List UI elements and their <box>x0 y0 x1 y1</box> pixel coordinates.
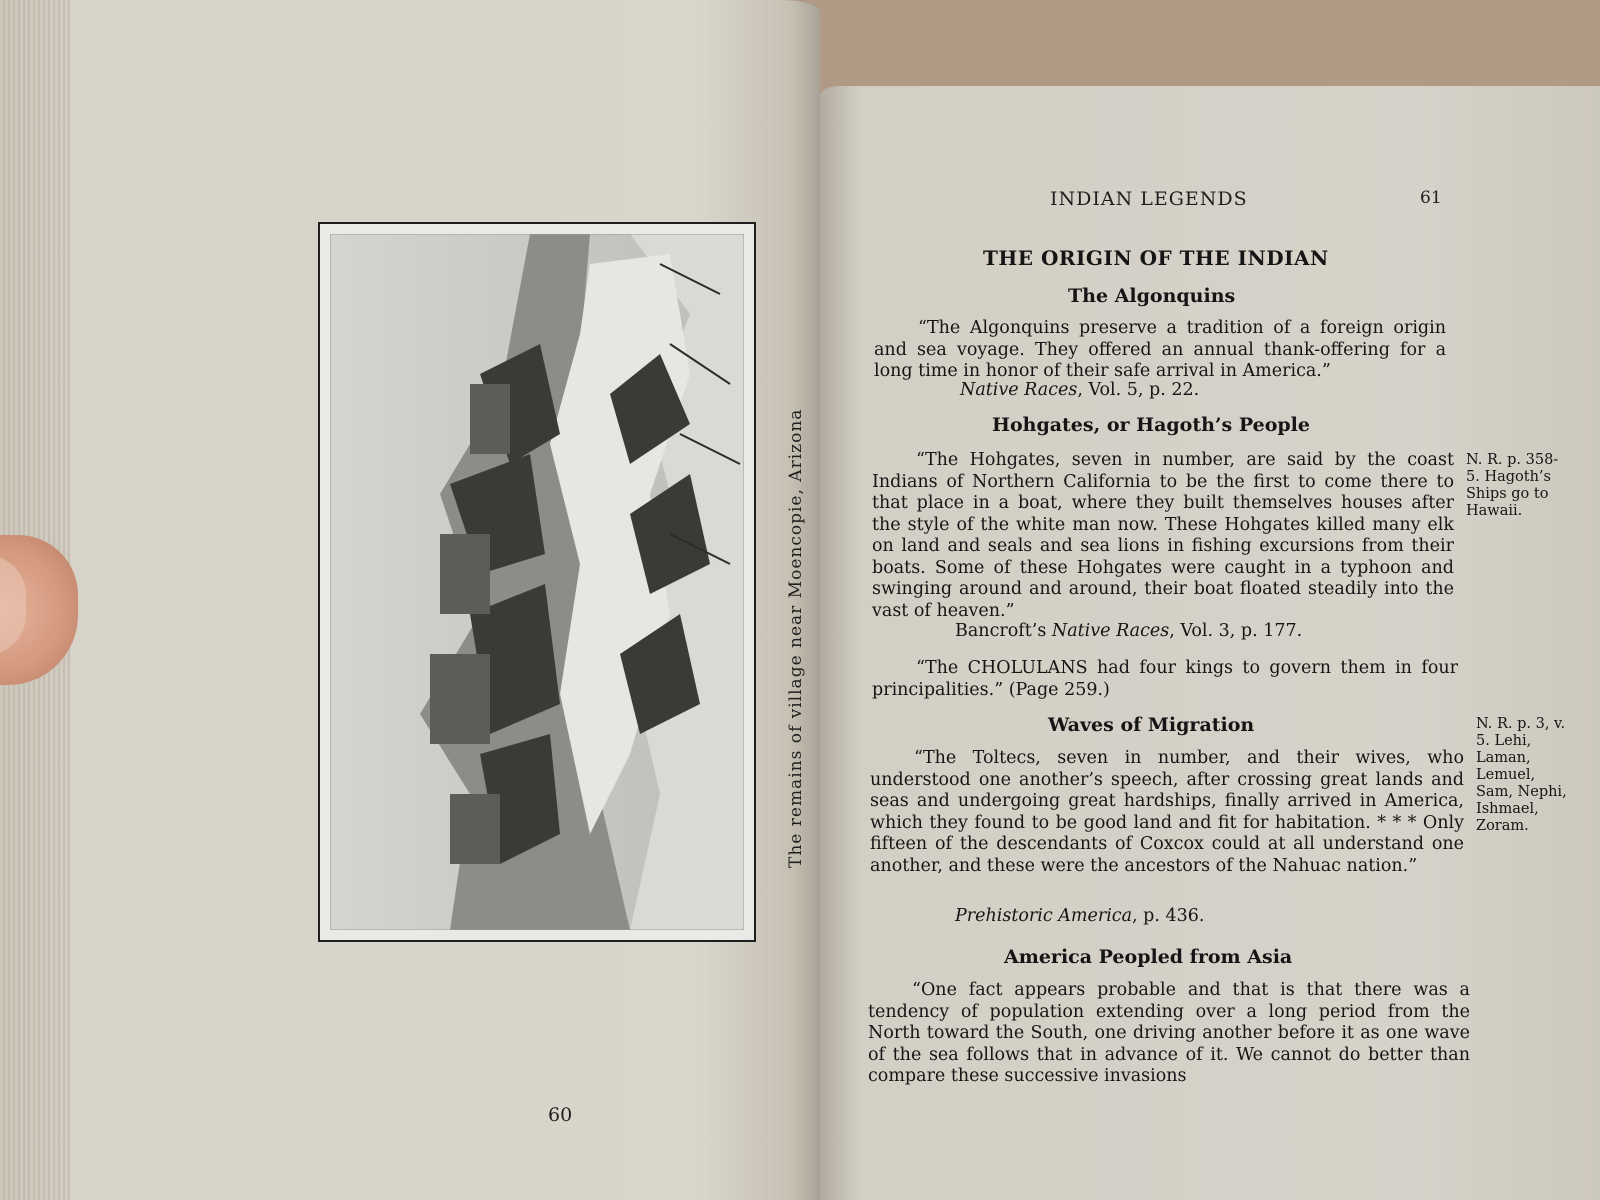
photo-frame <box>318 222 756 942</box>
source-title: Prehistoric America <box>955 906 1133 926</box>
paragraph-cholulans: “The CHOLULANS had four kings to govern them in four principalities.” (Page 259.) <box>872 658 1458 700</box>
source-prefix: Bancroft’s <box>955 621 1052 641</box>
paragraph-algonquins: “The Algonquins preserve a tradition of a foreign origin and sea voyage. They offered an annual thank-offering for a long time in honor of their safe arrival in America.” <box>874 318 1446 381</box>
source-ref: , Vol. 5, p. 22. <box>1077 380 1200 400</box>
section-heading-hohgates: Hohgates, or Hagoth’s People <box>992 414 1310 436</box>
margin-note-migration: N. R. p. 3, v. 5. Lehi, Laman, Lemuel, Sam, Nephi, Ishmael, Zoram. <box>1476 716 1567 834</box>
source-ref: , Vol. 3, p. 177. <box>1169 621 1303 641</box>
paragraph-hohgates: “The Hohgates, seven in number, are said by the coast Indians of Northern California to be the first to come there to that place in a boat, where they built themselves houses after the style of the white man now. These Hohgates killed many elk on land and seals and sea lions in fishing excursions from their boats. Some of these Hohgates were caught in a typhoon and swinging around and around, their boat floated steadily into the vast of heaven.” <box>872 450 1454 621</box>
section-heading-algonquins: The Algonquins <box>1068 285 1236 307</box>
village-ruins-photo <box>330 234 744 930</box>
page-number-right: 61 <box>1420 188 1442 208</box>
thumb-highlight <box>0 555 26 655</box>
paragraph-asia: “One fact appears probable and that is that there was a tendency of population extending over a long period from the North toward the South, one driving another before it as one wave of the sea follows that in advance of it. We cannot do better than compare these successive invasions <box>868 980 1470 1086</box>
main-title: THE ORIGIN OF THE INDIAN <box>983 246 1329 270</box>
margin-note-hohgates: N. R. p. 358-5. Hagoth’s Ships go to Hawaii. <box>1466 452 1559 519</box>
source-ref: , p. 436. <box>1132 906 1205 926</box>
paragraph-migration: “The Toltecs, seven in number, and their wives, who understood one another’s speech, after crossing great lands and seas and undergoing great hardships, finally arrived in America, which they found to be good land and fit for habitation. * * * Only fifteen of the descendants of Coxcox could at all understand one another, and these were the ancestors of the Nahuac nation.” <box>870 748 1464 876</box>
running-head: INDIAN LEGENDS <box>1050 188 1248 210</box>
section-heading-asia: America Peopled from Asia <box>1004 946 1293 968</box>
photo-caption: The remains of village near Moencopie, Arizona <box>786 408 806 868</box>
source-hohgates <box>955 621 1302 641</box>
source-title: Native Races <box>1051 621 1170 641</box>
section-heading-migration: Waves of Migration <box>1048 714 1255 736</box>
page-number-left: 60 <box>548 1104 573 1126</box>
source-algonquins <box>960 380 1199 400</box>
ruins-illustration <box>330 234 744 930</box>
source-migration <box>955 906 1204 926</box>
source-title: Native Races <box>960 380 1078 400</box>
